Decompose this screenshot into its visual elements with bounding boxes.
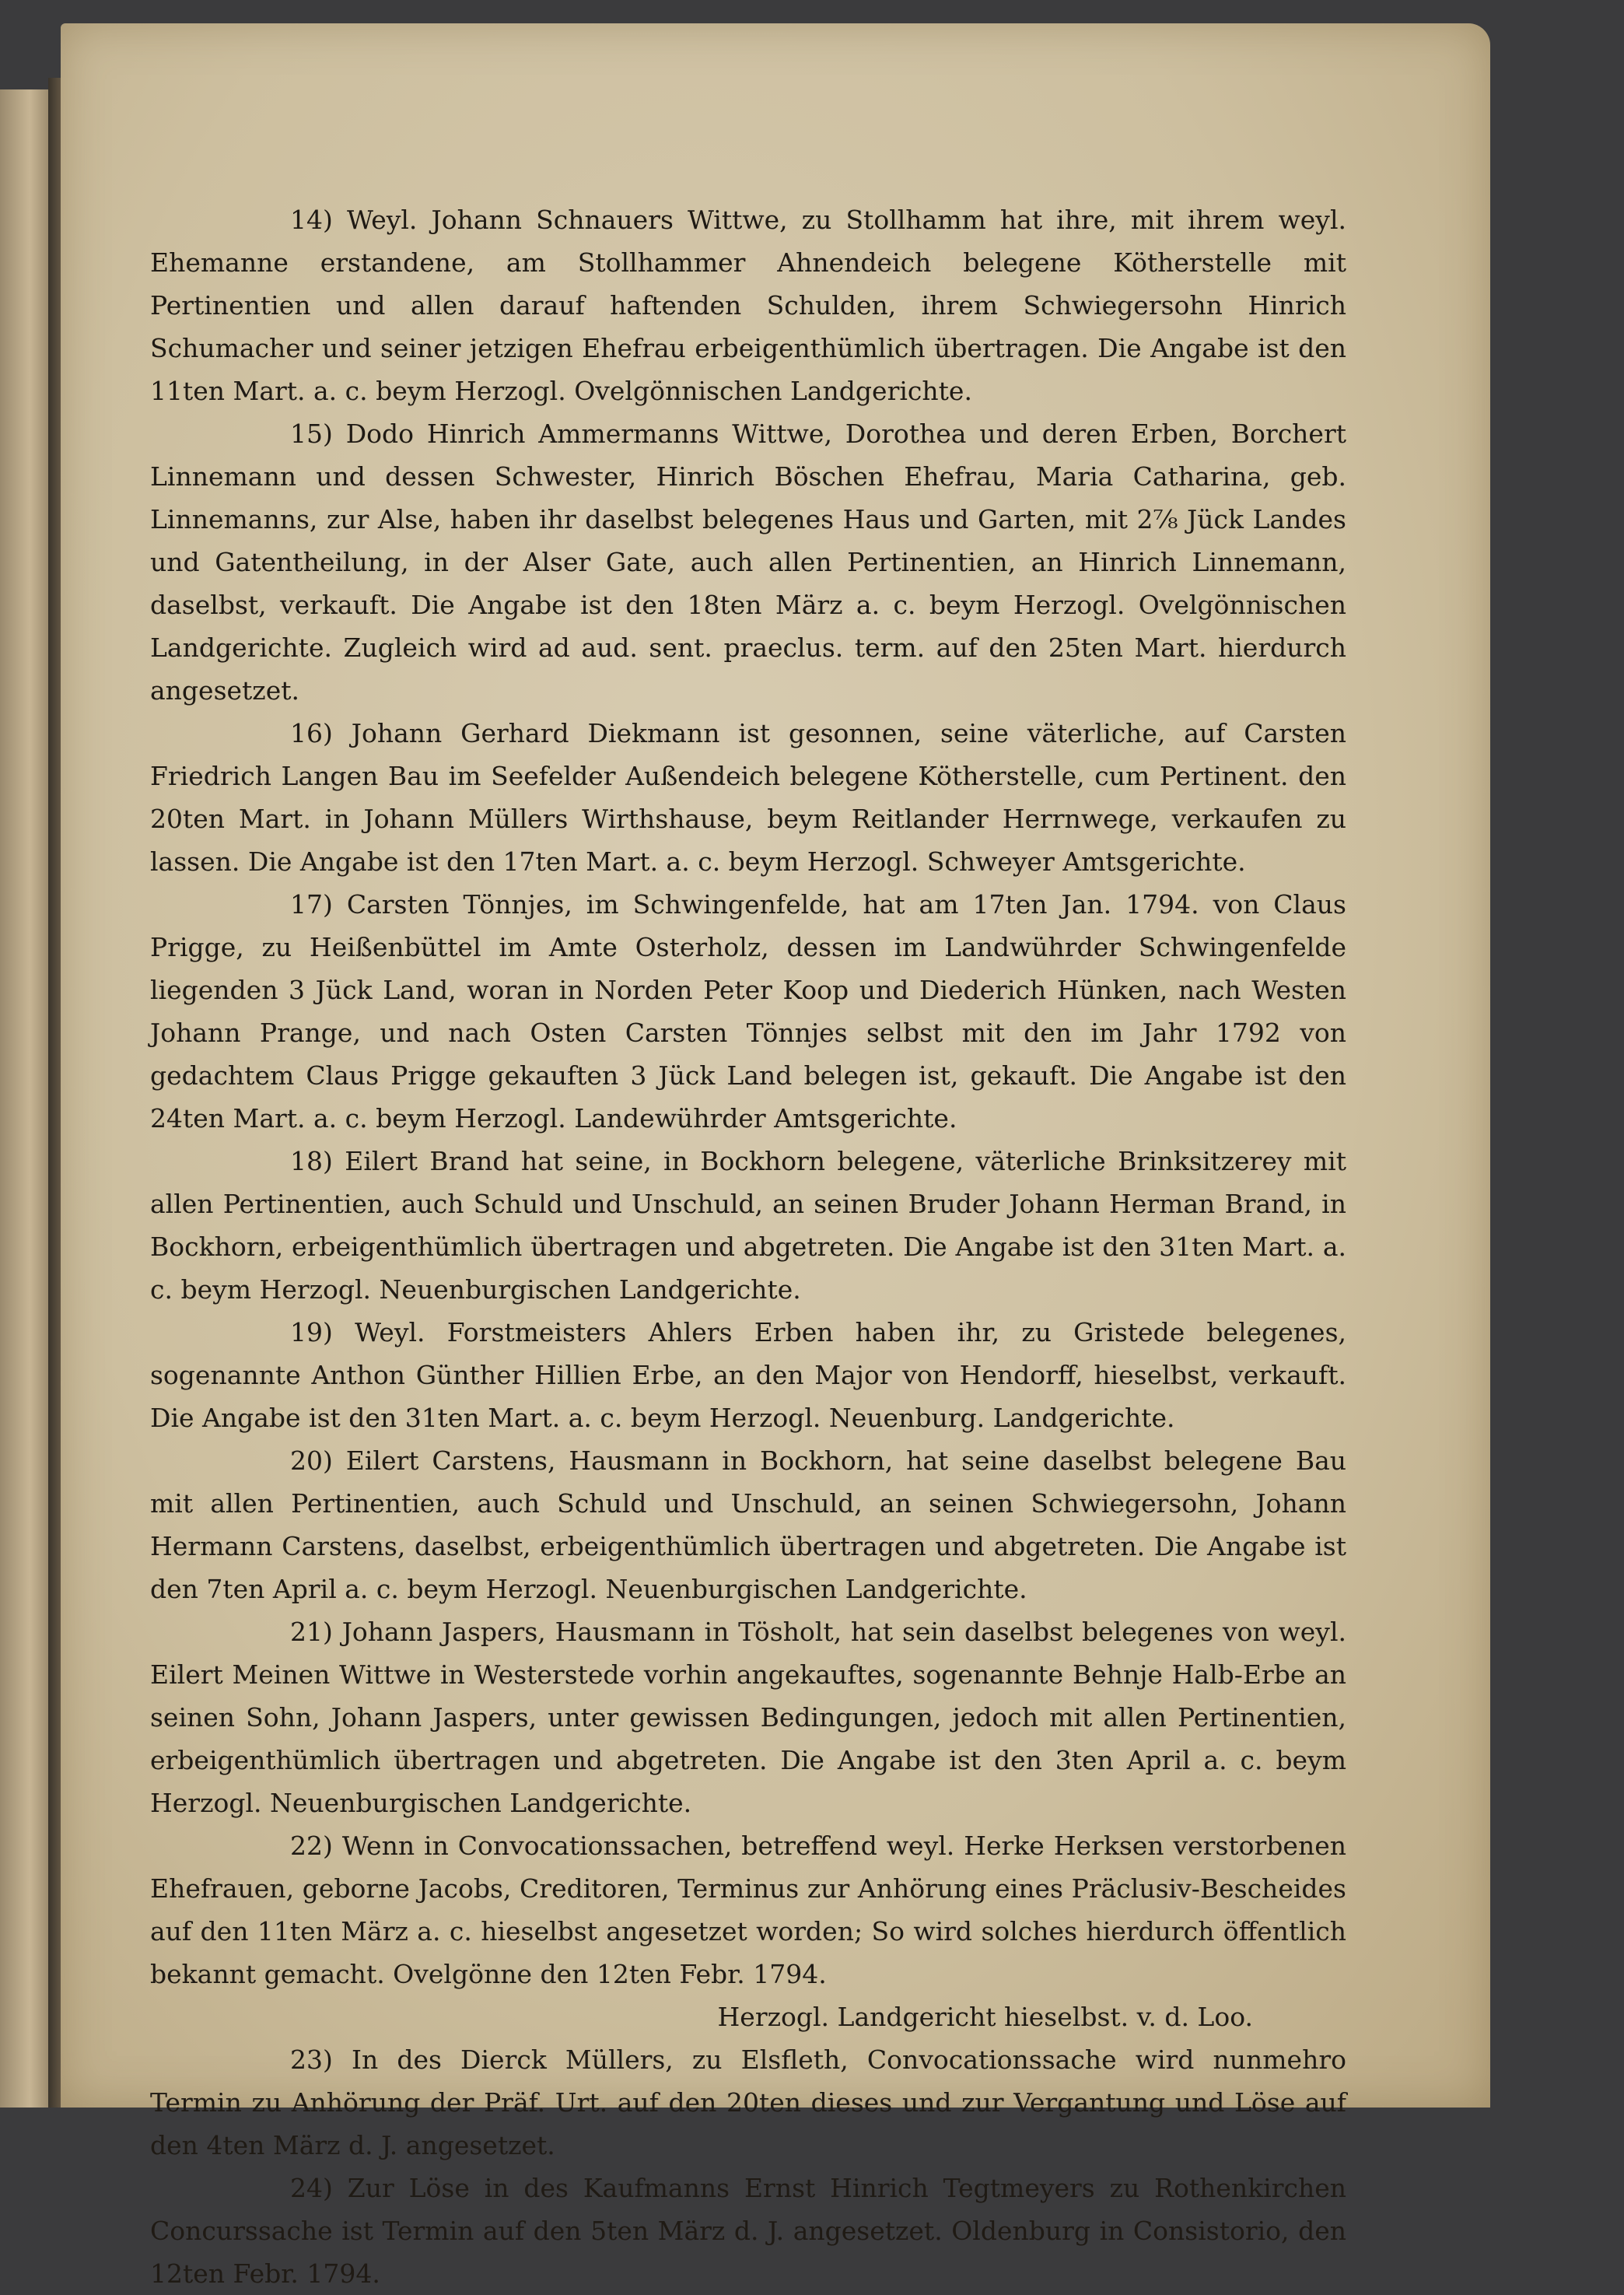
entry-20: 20) Eilert Carstens, Hausmann in Bockhorn, hat seine daselbst belegene Bau mit allen Pertinentien, auch Schuld und Unschuld, an seinen Schwiegersohn, Johann Hermann Carstens, daselbst, erbeigenthümlich übertragen und abgetreten. Die Angabe ist den 7ten April a. c. beym Herzogl. Neuenburgischen Landgerichte.: [150, 1445, 1346, 1604]
entry-19: 19) Weyl. Forstmeisters Ahlers Erben haben ihr, zu Gristede belegenes, sogenannte Anthon Günther Hillien Erbe, an den Major von Hendorff, hieselbst, verkauft. Die Angabe ist den 31ten Mart. a. c. beym Herzogl. Neuenburg. Landgerichte.: [150, 1317, 1347, 1433]
entry-15: 15) Dodo Hinrich Ammermanns Wittwe, Dorothea und deren Erben, Borchert Linnemann und dessen Schwester, Hinrich Böschen Ehefrau, Maria Catharina, geb. Linnemanns, zur Alse, haben ihr daselbst belegenes Haus und Garten, mit 2⅞ Jück Landes und Gatentheilung, in der Alser Gate, auch allen Pertinentien, an Hinrich Linnemann, daselbst, verkauft. Die Angabe ist den 18ten März a. c. beym Herzogl. Ovelgönnischen Landgerichte. Zugleich wird ad aud. sent. praeclus. term. auf den 25ten Mart. hierdurch angesetzet.: [150, 419, 1346, 706]
entry-14: 14) Weyl. Johann Schnauers Wittwe, zu Stollhamm hat ihre, mit ihrem weyl. Ehemanne erstandene, am Stollhammer Ahnendeich belegene Kötherstelle mit Pertinentien und allen darauf haftenden Schulden, ihrem Schwiegersohn Hinrich Schumacher und seiner jetzigen Ehefrau erbeigenthümlich übertragen. Die Angabe ist den 11ten Mart. a. c. beym Herzogl. Ovelgönnischen Landgerichte.: [150, 205, 1346, 406]
entry-23: 23) In des Dierck Müllers, zu Elsfleth, Convocationssache wird nunmehro Termin zu Anhörung der Präf. Urt. auf den 20ten dieses und zur Vergantung und Löse auf den 4ten März d. J. angesetzet.: [150, 2044, 1346, 2160]
signature-line: Herzogl. Landgericht hieselbst. v. d. Loo.: [717, 2002, 1253, 2032]
book-page: [61, 23, 1490, 2289]
previous-page-edge: [0, 89, 54, 2108]
entry-16: 16) Johann Gerhard Diekmann ist gesonnen, seine väterliche, auf Carsten Friedrich Langen Bau im Seefelder Außendeich belegene Kötherstelle, cum Pertinent. den 20ten Mart. in Johann Müllers Wirthshause, beym Reitlander Herrnwege, verkaufen zu lassen. Die Angabe ist den 17ten Mart. a. c. beym Herzogl. Schweyer Amtsgerichte.: [150, 718, 1346, 877]
entry-18: 18) Eilert Brand hat seine, in Bockhorn belegene, väterliche Brinksitzerey mit allen Pertinentien, auch Schuld und Unschuld, an seinen Bruder Johann Herman Brand, in Bockhorn, erbeigenthümlich übertragen und abgetreten. Die Angabe ist den 31ten Mart. a. c. beym Herzogl. Neuenburgischen Landgerichte.: [150, 1146, 1346, 1305]
page-text: [150, 198, 1346, 2295]
entry-21: 21) Johann Jaspers, Hausmann in Tösholt, hat sein daselbst belegenes von weyl. Eilert Meinen Wittwe in Westerstede vorhin angekauftes, sogenannte Behnje Halb-Erbe an seinen Sohn, Johann Jaspers, unter gewissen Bedingungen, jedoch mit allen Pertinentien, erbeigenthümlich übertragen und abgetreten. Die Angabe ist den 3ten April a. c. beym Herzogl. Neuenburgischen Landgerichte.: [150, 1617, 1346, 1818]
entry-22: 22) Wenn in Convocationssachen, betreffend weyl. Herke Herksen verstorbenen Ehefrauen, geborne Jacobs, Creditoren, Terminus zur Anhörung eines Präclusiv-Bescheides auf den 11ten März a. c. hieselbst angesetzet worden; So wird solches hierdurch öffentlich bekannt gemacht. Ovelgönne den 12ten Febr. 1794.: [150, 1831, 1346, 1989]
entry-17: 17) Carsten Tönnjes, im Schwingenfelde, hat am 17ten Jan. 1794. von Claus Prigge, zu Heißenbüttel im Amte Osterholz, dessen im Landwührder Schwingenfelde liegenden 3 Jück Land, woran in Norden Peter Koop und Diederich Hünken, nach Westen Johann Prange, und nach Osten Carsten Tönnjes selbst mit den im Jahr 1792 von gedachtem Claus Prigge gekauften 3 Jück Land belegen ist, gekauft. Die Angabe ist den 24ten Mart. a. c. beym Herzogl. Landewührder Amtsgerichte.: [150, 889, 1346, 1133]
entry-24: 24) Zur Löse in des Kaufmanns Ernst Hinrich Tegtmeyers zu Rothenkirchen Concurssache ist Termin auf den 5ten März d. J. angesetzet. Oldenburg in Consistorio, den 12ten Febr. 1794.: [150, 2173, 1346, 2289]
